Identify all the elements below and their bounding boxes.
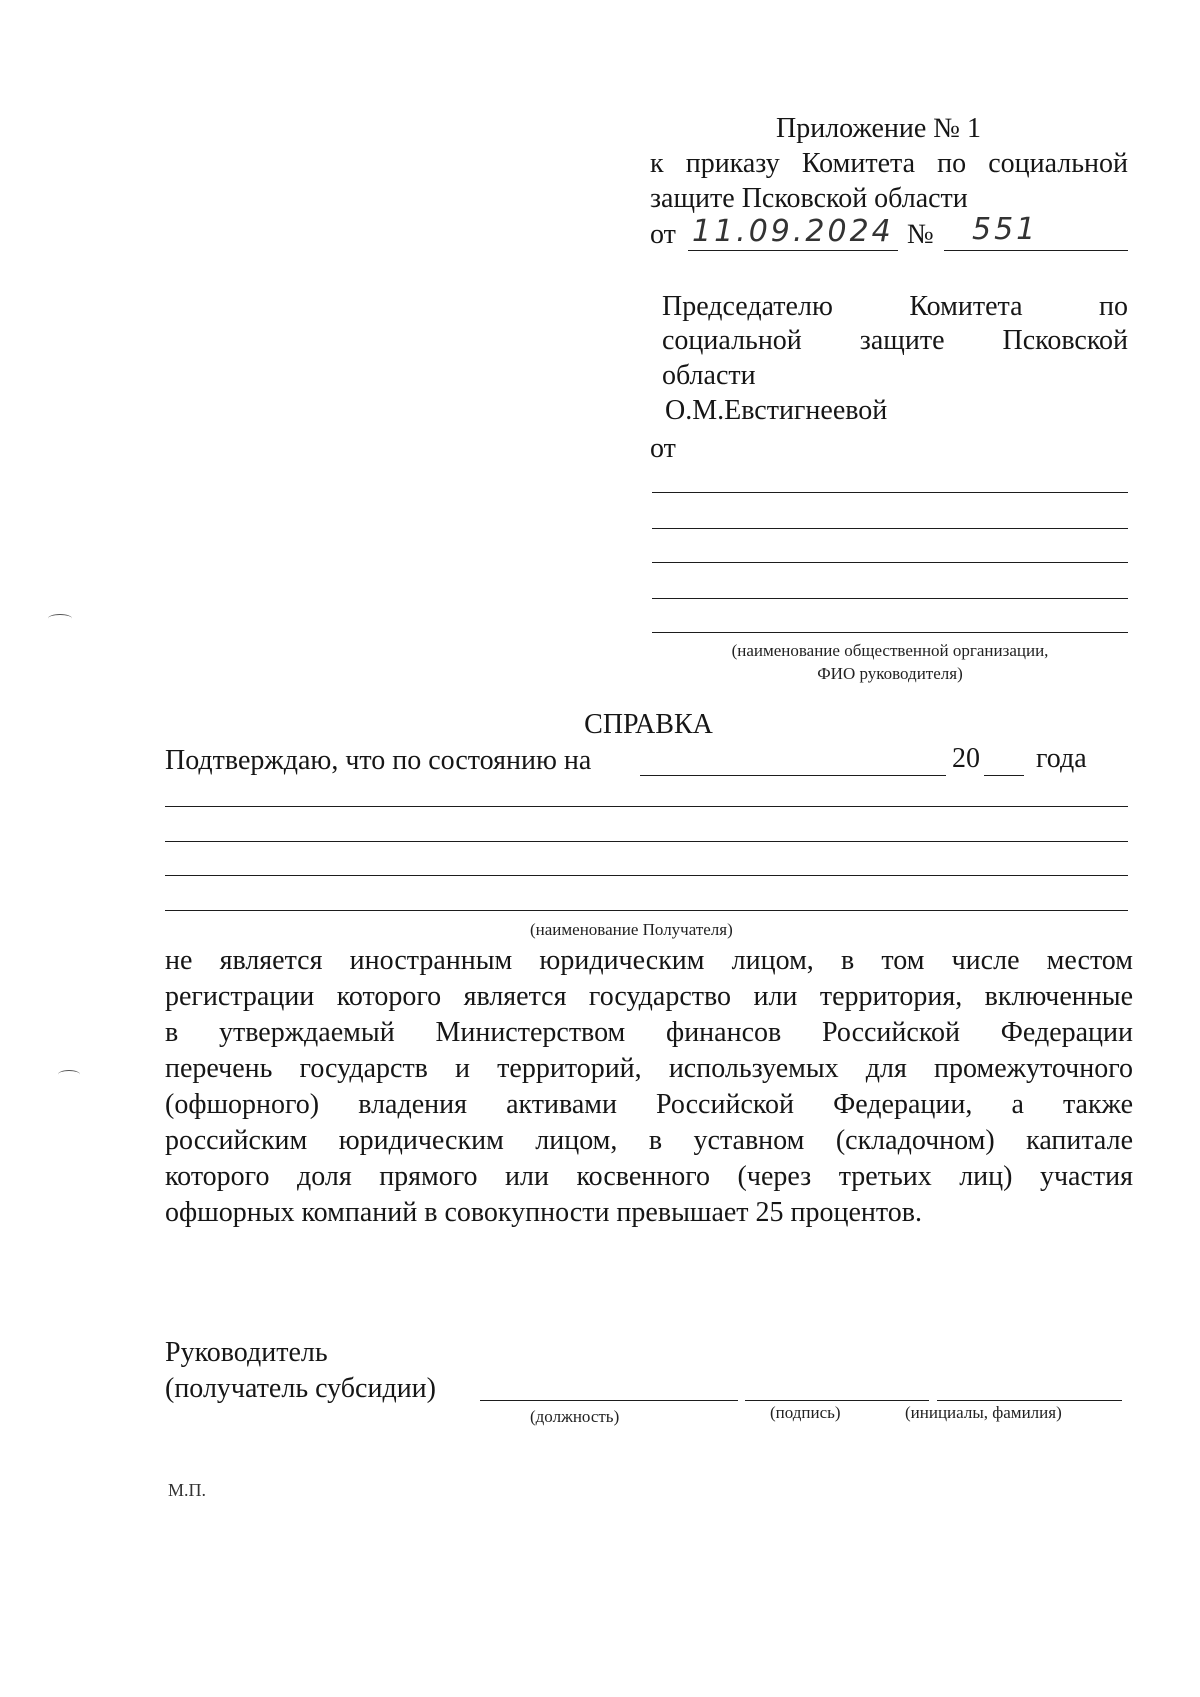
addressee-word: Председателю <box>662 291 833 322</box>
addressee-name: О.М.Евстигнеевой <box>665 395 888 426</box>
from-label: от <box>650 433 676 464</box>
recipient-line-4 <box>165 910 1128 911</box>
appendix-title: Приложение № 1 <box>776 113 981 144</box>
sender-line-4 <box>652 598 1128 599</box>
body-line: регистрации которого является государство или территория, включенные <box>165 981 1133 1012</box>
sender-line-2 <box>652 528 1128 529</box>
confirm-prefix: Подтверждаю, что по состоянию на <box>165 745 592 776</box>
addressee-line-2 <box>662 324 1128 358</box>
body-line: перечень государств и территорий, используемых для промежуточного <box>165 1053 1133 1084</box>
date-blank-line <box>640 775 946 776</box>
document-title: СПРАВКА <box>584 709 713 740</box>
addressee-word: Комитета <box>909 291 1023 322</box>
sender-line-3 <box>652 562 1128 563</box>
order-date-handwritten: 11.09.2024 <box>692 214 894 249</box>
addressee-word: по <box>1099 291 1128 322</box>
addressee-word: социальной <box>662 325 802 356</box>
signature-role-line-2: (получатель субсидии) <box>165 1373 436 1404</box>
addressee-word: защите <box>859 325 945 356</box>
body-line: которого доля прямого или косвенного (через третьих лиц) участия <box>165 1161 1133 1192</box>
scan-mark <box>58 1070 80 1079</box>
addressee-word: Псковской <box>1002 325 1128 356</box>
body-line: не является иностранным юридическим лицом, в том числе местом <box>165 945 1133 976</box>
order-number-handwritten: 551 <box>972 212 1039 247</box>
number-underline <box>944 250 1128 251</box>
position-line <box>480 1400 738 1401</box>
recipient-line-3 <box>165 875 1128 876</box>
sender-line-5 <box>652 632 1128 633</box>
recipient-line-1 <box>165 806 1128 807</box>
signature-role-line-1: Руководитель <box>165 1337 328 1368</box>
year-blank-line <box>984 775 1024 776</box>
addressee-line-1 <box>662 290 1128 324</box>
name-line <box>937 1400 1122 1401</box>
recipient-caption: (наименование Получателя) <box>530 920 733 939</box>
number-prefix: № <box>907 219 934 250</box>
date-underline <box>688 250 898 251</box>
date-prefix: от <box>650 219 676 250</box>
body-line: российским юридическим лицом, в уставном (складочном) капитале <box>165 1125 1133 1156</box>
recipient-line-2 <box>165 841 1128 842</box>
position-caption: (должность) <box>530 1407 620 1426</box>
addressee-line-3: области <box>662 360 756 391</box>
order-line-2: защите Псковской области <box>650 183 968 214</box>
body-last-line: офшорных компаний в совокупности превышает 25 процентов. <box>165 1197 922 1228</box>
stamp-place-label: М.П. <box>168 1480 207 1500</box>
sender-caption-2: ФИО руководителя) <box>817 664 963 683</box>
name-caption: (инициалы, фамилия) <box>905 1403 1062 1422</box>
sender-line-1 <box>652 492 1128 493</box>
year-prefix: 20 <box>952 743 980 774</box>
sender-caption-1: (наименование общественной организации, <box>731 641 1049 660</box>
body-line: (офшорного) владения активами Российской Федерации, а также <box>165 1089 1133 1120</box>
scan-mark <box>48 614 72 623</box>
order-line-1: к приказу Комитета по социальной <box>650 148 1128 179</box>
signature-line <box>745 1400 929 1401</box>
year-suffix: года <box>1036 743 1087 774</box>
body-line: в утверждаемый Министерством финансов Российской Федерации <box>165 1017 1133 1048</box>
signature-caption: (подпись) <box>770 1403 841 1422</box>
